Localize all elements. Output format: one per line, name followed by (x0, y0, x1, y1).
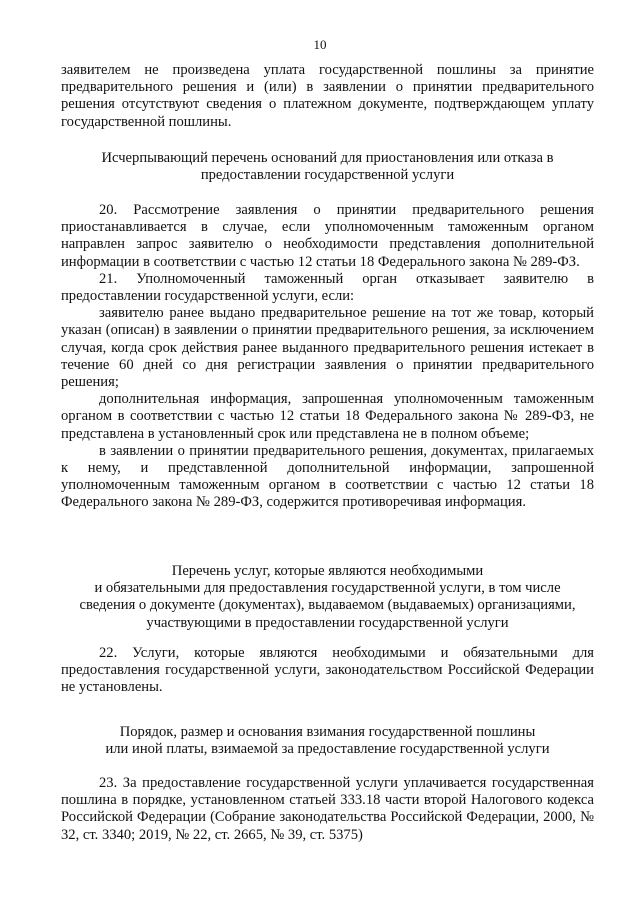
intro-paragraph: заявителем не произведена уплата государственной пошлины за принятие предварительного решения и (или) в заявлении о принятии предварительного решения отсутствуют сведения о платежном документе, подтверждающем уплату государственной пошлины. (61, 62, 594, 130)
intro-paragraph-block (61, 62, 594, 131)
heading-line: сведения о документе (документах), выдаваемом (выдаваемых) организациями, (79, 597, 576, 614)
paragraph-21: 21. Уполномоченный таможенный орган отказывает заявителю в предоставлении государственной услуги, если: (61, 270, 594, 305)
paragraph-21-item-1: заявителю ранее выдано предварительное решение на тот же товар, который указан (описан) в заявлении о принятии предварительного решения, за исключением случая, когда срок действия ранее выданного предварительного решения истекает в течение 60 дней со дня регистрации заявления о принятии предварительного решения; (61, 305, 594, 391)
paragraph-21-item-2: дополнительная информация, запрошенная уполномоченным таможенным органом в соответствии с частью 12 статьи 18 Федерального закона № 289-ФЗ, не представлена в установленный срок или представлена не в полном объеме; (61, 391, 594, 442)
heading-line: Исчерпывающий перечень оснований для приостановления или отказа в (101, 150, 554, 166)
paragraph-21-item-3: в заявлении о принятии предварительного решения, документах, прилагаемых к нему, и представленной дополнительной информации, запрошенной уполномоченным таможенным органом в соответствии с частью 12 статьи 18 Федерального закона № 289-ФЗ, содержится противоречивая информация. (61, 442, 594, 511)
section-services-body (61, 645, 594, 697)
section-services-heading (61, 563, 594, 632)
section-fee-heading (61, 724, 594, 758)
heading-line: участвующими в предоставлении государственной услуги (146, 614, 509, 631)
heading-line: или иной платы, взимаемой за предоставление государственной услуги (105, 741, 550, 758)
heading-line: предоставлении государственной услуги (200, 167, 455, 184)
paragraph-22: 22. Услуги, которые являются необходимыми и обязательными для предоставления государственной услуги, законодательством Российской Федерации не установлены. (61, 645, 594, 696)
section-grounds-heading (61, 150, 594, 184)
page-number: 10 (313, 37, 327, 52)
section-grounds-body (61, 202, 594, 512)
paragraph-20: 20. Рассмотрение заявления о принятии предварительного решения приостанавливается в случае, если уполномоченным таможенным органом направлен запрос заявителю о необходимости представления дополнительной информации в соответствии с частью 12 статьи 18 Федерального закона № 289-ФЗ. (61, 202, 594, 270)
section-fee-body (61, 775, 594, 844)
heading-line: Порядок, размер и основания взимания государственной пошлины (119, 724, 536, 740)
heading-line: и обязательными для предоставления государственной услуги, в том числе (94, 580, 561, 597)
paragraph-23: 23. За предоставление государственной услуги уплачивается государственная пошлина в порядке, установленном статьей 333.18 части второй Налогового кодекса Российской Федерации (Собрание законодательства Российской Федерации, 2000, № 32, ст. 3340; 2019, № 22, ст. 2665, № 39, ст. 5375) (61, 775, 594, 843)
heading-line: Перечень услуг, которые являются необходимыми (171, 563, 484, 579)
